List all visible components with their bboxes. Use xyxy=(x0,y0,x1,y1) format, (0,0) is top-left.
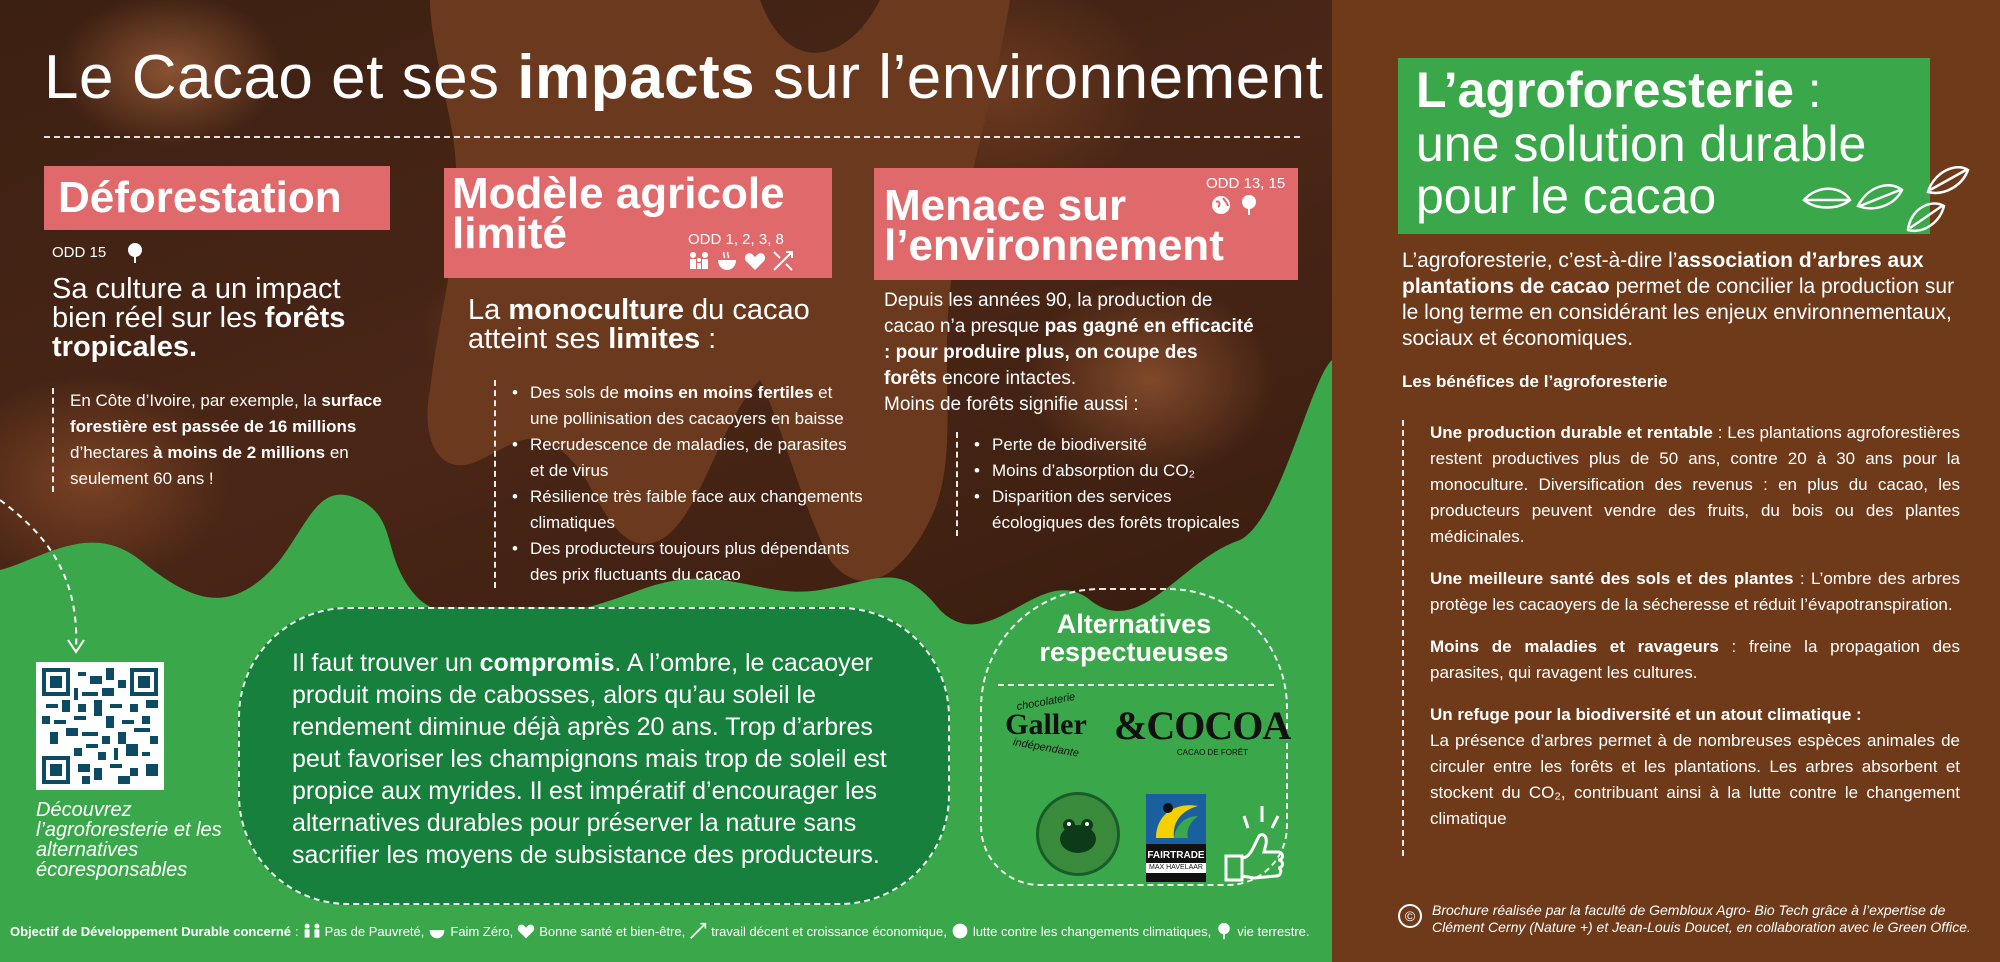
list-item: Moins de maladies et ravageurs : freine la propagation des parasites, qui ravagent les cultures. xyxy=(1430,637,1960,682)
list-item: • Perte de biodiversité xyxy=(970,432,1256,458)
family-icon xyxy=(688,250,710,272)
col3-bullets xyxy=(956,432,1256,536)
thumbs-up-icon xyxy=(1214,796,1290,886)
list-item: Un refuge pour la biodiversité et un atout climatique : La présence d’arbres permet à de nombreuses espèces animales de circuler entre les forêts et les plantations. Les arbres absorbent et stockent du CO₂, contribuant ainsi à la lutte contre le changement climatique xyxy=(1430,705,1960,828)
odd-footer: Objectif de Développement Durable concerné : Pas de Pauvreté, Faim Zéro, Bonne santé et bien-être, travail décent et croissance économique, lutte contre les changements climatiques, vie terrestre. xyxy=(10,923,1310,939)
alternatives-title: Alternatives respectueuses xyxy=(1039,609,1229,667)
title-divider xyxy=(44,136,1300,138)
family-icon xyxy=(303,922,321,940)
qr-pattern xyxy=(42,668,158,784)
bowl-icon xyxy=(428,922,446,940)
rainforest-alliance-logo[interactable] xyxy=(1036,792,1120,876)
compromise-bubble: Il faut trouver un compromis. A l’ombre, le cacaoyer produit moins de cabosses, alors qu’au soleil le rendement diminue déjà après 20 ans. Trop d’arbres peut favoriser les champignons mais trop de soleil est propice aux myrides. Il est impératif d’encourager les alternatives durables pour préserver la nature sans sacrifier les moyens de subsistance des producteurs. xyxy=(238,607,950,905)
agroforestry-intro: L’agroforesterie, c’est-à-dire l’association d’arbres aux plantations de cacao permet de concilier la production sur le long terme en considérant les enjeux environnementaux, sociaux et économiques. xyxy=(1402,249,1955,350)
frog-icon xyxy=(1039,795,1117,873)
alternatives-divider xyxy=(998,684,1274,686)
fairtrade-icon xyxy=(1146,794,1206,844)
list-item: Une meilleure santé des sols et des plantes : L’ombre des arbres protège les cacaoyers de la sécheresse et réduit l’évapotranspiration. xyxy=(1430,569,1960,614)
col2-bullets xyxy=(494,380,864,588)
tree-icon xyxy=(1238,194,1260,216)
odd-icons-col2 xyxy=(688,250,794,272)
benefits-list xyxy=(1402,420,1960,856)
fairtrade-logo[interactable]: FAIRTRADE MAX HAVELAAR xyxy=(1146,794,1206,882)
list-item: • Recrudescence de maladies, de parasites et de virus xyxy=(508,432,864,484)
list-item: Une production durable et rentable : Les plantations agroforestières restent productives plus de 50 ans, contre 20 à 30 ans pour la monoculture. Diversification des revenus : en plus du cacao, les producteurs peuvent vendre des fruits, du bois ou des plantes médicinales. xyxy=(1430,423,1960,546)
odd-icons-col3 xyxy=(1210,194,1260,216)
list-item: • Des sols de moins en moins fertiles et une pollinisation des cacaoyers en baisse xyxy=(508,380,864,432)
copyright-icon: © xyxy=(1398,904,1422,928)
benefits-heading: Les bénéfices de l’agroforesterie xyxy=(1402,372,1668,391)
col1-lead: Sa culture a un impact bien réel sur les forêts tropicales. xyxy=(52,273,346,363)
globe-icon xyxy=(951,922,969,940)
odd-label-col1: ODD 15 xyxy=(52,242,146,264)
list-item: • Des producteurs toujours plus dépendants des prix fluctuants du cacao xyxy=(508,536,864,588)
col3-text: Depuis les années 90, la production de cacao n’a presque pas gagné en efficacité : pour produire plus, on coupe des forêts encore intactes. Moins de forêts signifie aussi : xyxy=(884,290,1254,415)
credit-text: Brochure réalisée par la faculté de Gembloux Agro- Bio Tech grâce à l’expertise de Clément Cerny (Nature +) et Jean-Louis Doucet, en collaboration avec le Green Office. xyxy=(1432,902,1971,935)
agroforestry-title: L’agroforesterie : une solution durable pour le cacao xyxy=(1398,58,1930,234)
alternatives-box xyxy=(980,588,1291,886)
list-item: • Disparition des services écologiques des forêts tropicales xyxy=(970,484,1256,536)
globe-icon xyxy=(1210,194,1232,216)
tree-icon xyxy=(124,242,146,264)
qr-caption: Découvrez l’agroforesterie et les alternatives écoresponsables xyxy=(36,799,222,881)
qr-code[interactable] xyxy=(36,662,164,790)
page-title: Le Cacao et ses impacts sur l’environnement xyxy=(44,43,1324,112)
list-item: • Résilience très faible face aux changements climatiques xyxy=(508,484,864,536)
col2-lead: La monoculture du cacao atteint ses limites : xyxy=(468,294,810,355)
heading-modele-agricole: Modèle agricole limité ODD 1, 2, 3, 8 xyxy=(444,168,832,278)
leaves-icon xyxy=(1798,150,1978,240)
list-item: • Moins d’absorption du CO₂ xyxy=(970,458,1256,484)
growth-icon xyxy=(689,922,707,940)
right-panel xyxy=(1332,0,2000,962)
heart-icon xyxy=(517,922,535,940)
tree-icon xyxy=(1215,922,1233,940)
galler-logo[interactable]: chocolaterie Galler indépendante xyxy=(1005,690,1087,760)
dashed-arrow xyxy=(0,490,90,660)
heading-deforestation: Déforestation xyxy=(44,166,390,230)
odd-label-col2: ODD 1, 2, 3, 8 xyxy=(688,231,784,248)
and-cocoa-logo[interactable]: &COCOA CACAO DE FORÊT xyxy=(1114,703,1291,757)
bowl-icon xyxy=(716,250,738,272)
odd-label-col3: ODD 13, 15 xyxy=(1206,175,1286,192)
heart-icon xyxy=(744,250,766,272)
heading-menace: Menace sur l’environnement ODD 13, 15 xyxy=(874,168,1298,280)
growth-icon xyxy=(772,250,794,272)
col1-note: En Côte d’Ivoire, par exemple, la surface forestière est passée de 16 millions d’hectares à moins de 2 millions en seulement 60 ans ! xyxy=(52,388,412,492)
